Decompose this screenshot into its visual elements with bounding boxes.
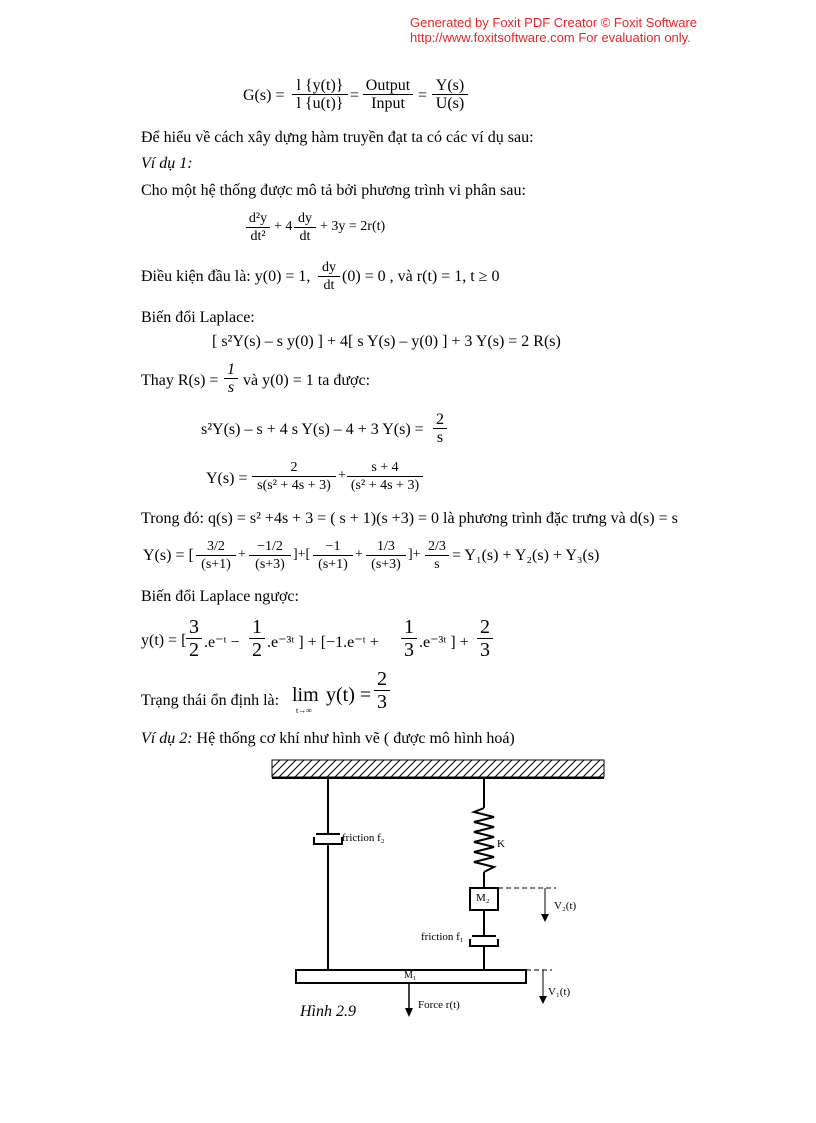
yt-den-3: 3 — [404, 639, 414, 661]
damper-f1-cup — [470, 939, 498, 946]
eq2-num: 2 — [433, 411, 447, 429]
ys-den-2: (s² + 4s + 3) — [350, 478, 420, 493]
velocity-v2-label: V₂(t) — [554, 900, 577, 912]
ic-num: dy — [318, 259, 340, 277]
v1-arrow-head — [539, 996, 547, 1004]
yt-den-1: 2 — [189, 639, 199, 661]
eq2-lhs: s²Y(s) – s + 4 s Y(s) – 4 + 3 Y(s) = — [201, 421, 424, 438]
trong-do-line: Trong đó: q(s) = s² +4s + 3 = ( s + 1)(s +3) = 0 là phương trình đặc trưng và d(s) = s — [141, 510, 678, 527]
yt-exp-2: .e⁻³ᵗ ] + [−1.e⁻ᵗ + — [267, 634, 379, 651]
yt-num-2: 1 — [249, 616, 265, 639]
pf-plus-2: + — [355, 547, 363, 562]
yt-exp-3: .e⁻³ᵗ ] + — [419, 634, 469, 651]
example-2-desc: Hệ thống cơ khí như hình vẽ ( được mô hình hoá) — [196, 730, 515, 747]
ys-plus: + — [338, 468, 346, 483]
tf-lhs: G(s) = — [243, 87, 285, 104]
pf-den-3: (s+1) — [318, 557, 348, 572]
tf-num-1: l {y(t)} — [292, 77, 348, 95]
pf-tail: = Y₁(s) + Y₂(s) + Y₃(s) — [452, 547, 600, 564]
steady-num: 2 — [374, 668, 390, 691]
thay-den: s — [227, 379, 235, 396]
ic-prefix: Điều kiện đầu là: y(0) = 1, — [141, 268, 311, 285]
ic-den: dt — [323, 278, 335, 293]
example-2-label: Ví dụ 2: — [141, 730, 193, 747]
tf-eq-2: = — [418, 87, 428, 104]
spring-k-coil — [474, 808, 494, 872]
ys-num-2: s + 4 — [347, 459, 423, 477]
yt-num-4: 2 — [477, 616, 493, 639]
steady-den: 3 — [377, 691, 387, 713]
ic-tail: (0) = 0 , và r(t) = 1, t ≥ 0 — [342, 268, 500, 285]
pf-plus-1: + — [238, 547, 246, 562]
yt-den-4: 3 — [480, 639, 490, 661]
yt-exp-1: .e⁻ᵗ − — [204, 634, 240, 651]
ode-den-2: dt — [299, 229, 311, 244]
eq2-den: s — [436, 429, 444, 446]
inverse-laplace-title: Biến đổi Laplace ngược: — [141, 588, 299, 605]
watermark-line-2: http://www.foxitsoftware.com For evaluation only. — [410, 30, 691, 45]
tf-den-3: U(s) — [435, 95, 465, 112]
laplace-equation: [ s²Y(s) – s y(0) ] + 4[ s Y(s) – y(0) ] + 3 Y(s) = 2 R(s) — [212, 333, 561, 350]
friction-f2-label: friction f₂ — [342, 832, 385, 844]
ys-num-1: 2 — [252, 459, 336, 477]
pf-num-4: 1/3 — [366, 538, 406, 556]
mass-m2-label: M₂ — [476, 892, 490, 904]
thay-num: 1 — [224, 361, 238, 379]
lim-expr: y(t) = — [326, 684, 372, 706]
v2-arrow-head — [541, 914, 549, 922]
pf-den-5: s — [434, 557, 440, 572]
force-arrow-head — [405, 1008, 413, 1017]
pf-num-1: 3/2 — [196, 538, 236, 556]
damper-f2-cup — [314, 837, 342, 844]
pf-num-5: 2/3 — [425, 538, 449, 556]
yt-den-2: 2 — [252, 639, 262, 661]
tf-den-1: l {u(t)} — [296, 95, 344, 112]
pf-den-4: (s+3) — [371, 557, 401, 572]
ode-den-1: dt² — [250, 229, 266, 244]
pf-close: ]+ — [408, 547, 421, 562]
pf-den-1: (s+1) — [201, 557, 231, 572]
ode-tail: + 3y = 2r(t) — [320, 219, 386, 234]
lim-text: lim — [292, 684, 319, 706]
yt-num-1: 3 — [186, 616, 202, 639]
mass-m1-label: M₁ — [404, 970, 417, 981]
spring-k-label: K — [497, 838, 505, 850]
pf-num-3: −1 — [313, 538, 353, 556]
pf-den-2: (s+3) — [255, 557, 285, 572]
watermark-line-1: Generated by Foxit PDF Creator © Foxit Software — [410, 15, 698, 30]
tf-eq-1: = — [350, 87, 360, 104]
thay-tail: và y(0) = 1 ta được: — [243, 372, 371, 389]
pf-mid: ]+[ — [293, 547, 311, 562]
steady-prefix: Trạng thái ổn định là: — [141, 692, 280, 709]
ode-num-2: dy — [294, 210, 316, 228]
tf-den-2: Input — [371, 95, 405, 112]
laplace-title: Biến đổi Laplace: — [141, 309, 255, 326]
force-label: Force r(t) — [418, 999, 460, 1011]
tf-num-2: Output — [363, 77, 413, 95]
velocity-v1-label: V₁(t) — [548, 986, 571, 998]
ode-num-1: d²y — [246, 210, 270, 228]
thay-prefix: Thay R(s) = — [141, 372, 219, 389]
figure-caption: Hình 2.9 — [300, 1003, 356, 1020]
yt-num-3: 1 — [401, 616, 417, 639]
ys-den-1: s(s² + 4s + 3) — [257, 478, 331, 493]
pf-lhs: Y(s) = [ — [143, 547, 194, 564]
pf-num-2: −1/2 — [249, 538, 291, 556]
tf-num-3: Y(s) — [432, 77, 468, 95]
ode-mid: + 4 — [274, 219, 293, 234]
yt-lhs: y(t) = [ — [141, 632, 187, 649]
ceiling-hatch — [272, 760, 604, 777]
example-1-desc: Cho một hệ thống được mô tả bởi phương trình vi phân sau: — [141, 182, 526, 199]
example-1-colon: : — [187, 155, 193, 172]
ys-lhs: Y(s) = — [206, 470, 248, 487]
example-1-label-text: Ví dụ 1 — [141, 155, 188, 172]
friction-f1-label: friction f₁ — [421, 931, 464, 943]
intro-text: Để hiểu về cách xây dựng hàm truyền đạt ta có các ví dụ sau: — [141, 129, 534, 146]
lim-subscript: t→∞ — [296, 706, 312, 715]
